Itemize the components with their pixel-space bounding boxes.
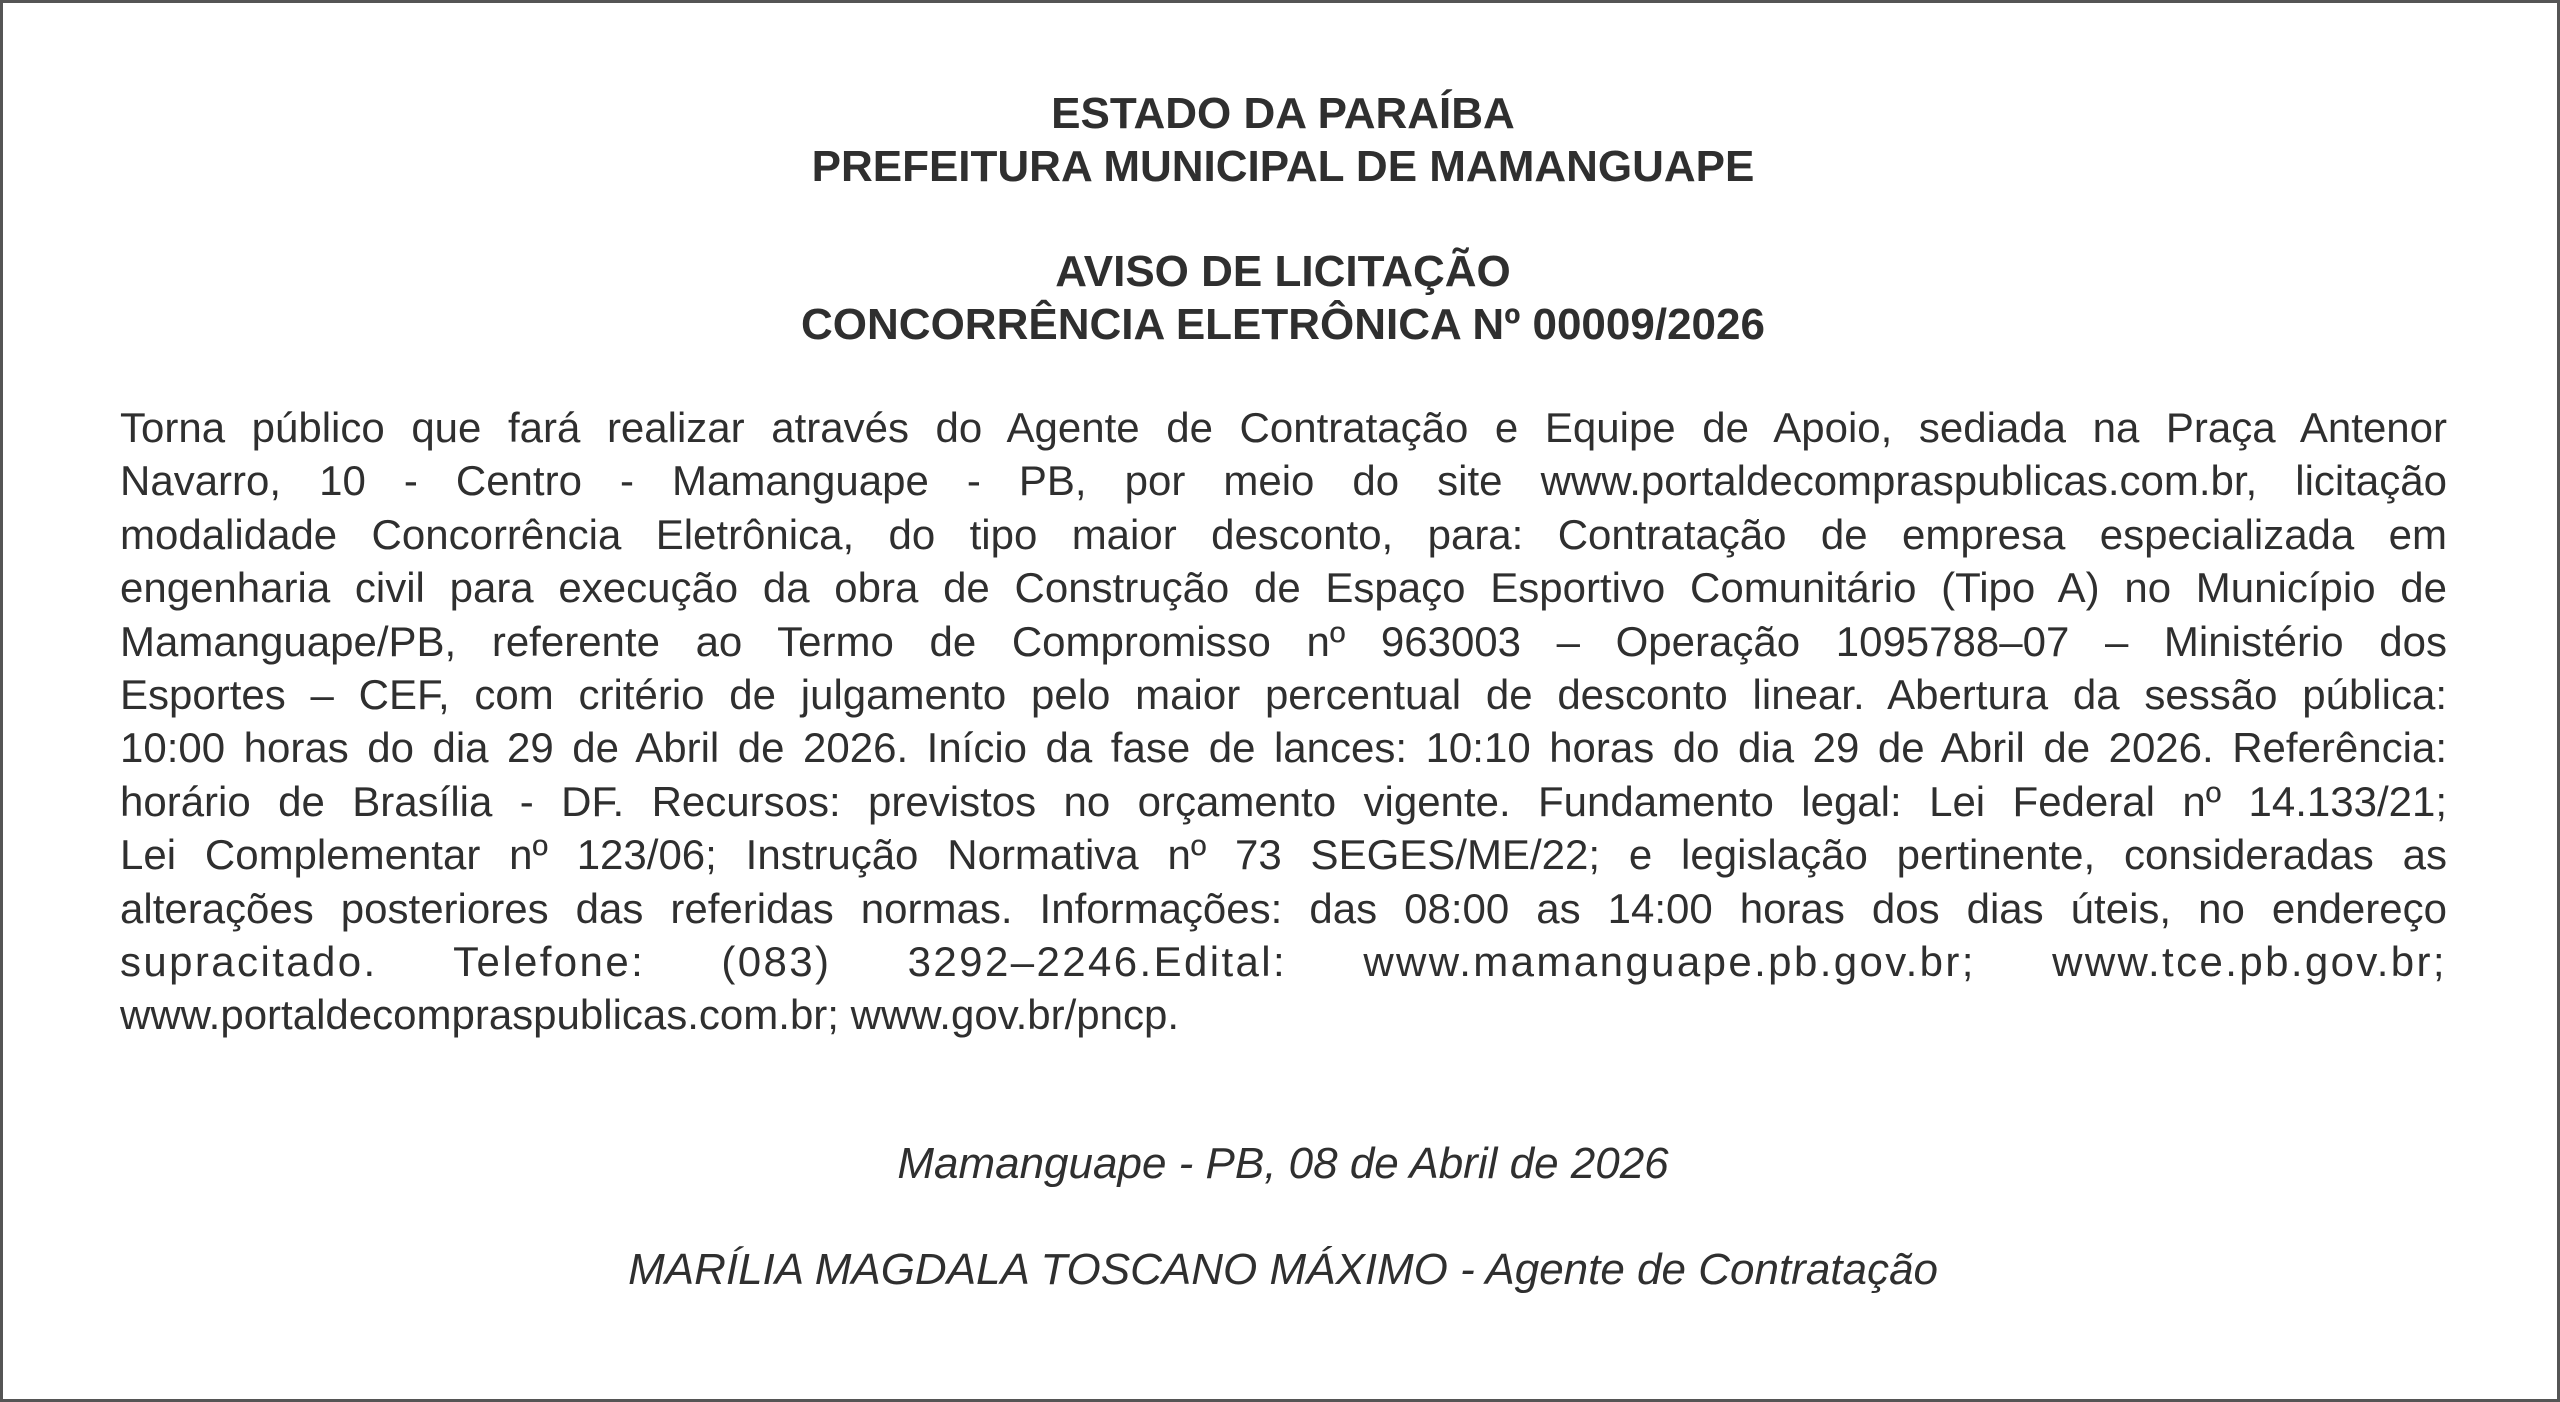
- notice-title: AVISO DE LICITAÇÃO: [1055, 247, 1511, 296]
- body-line: Mamanguape/PB, referente ao Termo de Compromisso nº 963003 – Operação 1095788–07 – Ministério dos: [120, 617, 2447, 665]
- body-line: alterações posteriores das referidas normas. Informações: das 08:00 as 14:00 horas dos dias úteis, no endereço: [120, 884, 2447, 932]
- body-line: supracitado. Telefone: (083) 3292–2246.Edital: www.mamanguape.pb.gov.br; www.tce.pb.gov.br;: [120, 937, 2447, 985]
- body-line: Navarro, 10 - Centro - Mamanguape - PB, por meio do site www.portaldecompraspublicas.com.br, licitação: [120, 457, 2447, 505]
- body-line: www.portaldecompraspublicas.com.br; www.gov.br/pncp.: [120, 991, 1180, 1039]
- municipality-heading: PREFEITURA MUNICIPAL DE MAMANGUAPE: [811, 142, 1755, 191]
- signatory: MARÍLIA MAGDALA TOSCANO MÁXIMO - Agente de Contratação: [628, 1245, 1938, 1294]
- place-and-date: Mamanguape - PB, 08 de Abril de 2026: [897, 1139, 1669, 1188]
- body-line: Lei Complementar nº 123/06; Instrução Normativa nº 73 SEGES/ME/22; e legislação pertinente, consideradas as: [120, 831, 2447, 879]
- body-line: engenharia civil para execução da obra de Construção de Espaço Esportivo Comunitário (Tipo A) no Município de: [120, 564, 2447, 612]
- body-line: Torna público que fará realizar através do Agente de Contratação e Equipe de Apoio, sediada na Praça Antenor: [120, 404, 2447, 451]
- body-line: 10:00 horas do dia 29 de Abril de 2026. Início da fase de lances: 10:10 horas do dia 29 de Abril de 2026. Referência:: [120, 724, 2447, 772]
- state-heading: ESTADO DA PARAÍBA: [1051, 89, 1515, 138]
- body-line: modalidade Concorrência Eletrônica, do tipo maior desconto, para: Contratação de empresa especializada em: [120, 510, 2447, 558]
- body-line: horário de Brasília - DF. Recursos: previstos no orçamento vigente. Fundamento legal: Lei Federal nº 14.133/21;: [120, 777, 2447, 825]
- procedure-number: CONCORRÊNCIA ELETRÔNICA Nº 00009/2026: [801, 300, 1765, 349]
- notice-body: [120, 401, 2447, 1042]
- body-line: Esportes – CEF, com critério de julgamento pelo maior percentual de desconto linear. Abertura da sessão pública:: [120, 670, 2447, 718]
